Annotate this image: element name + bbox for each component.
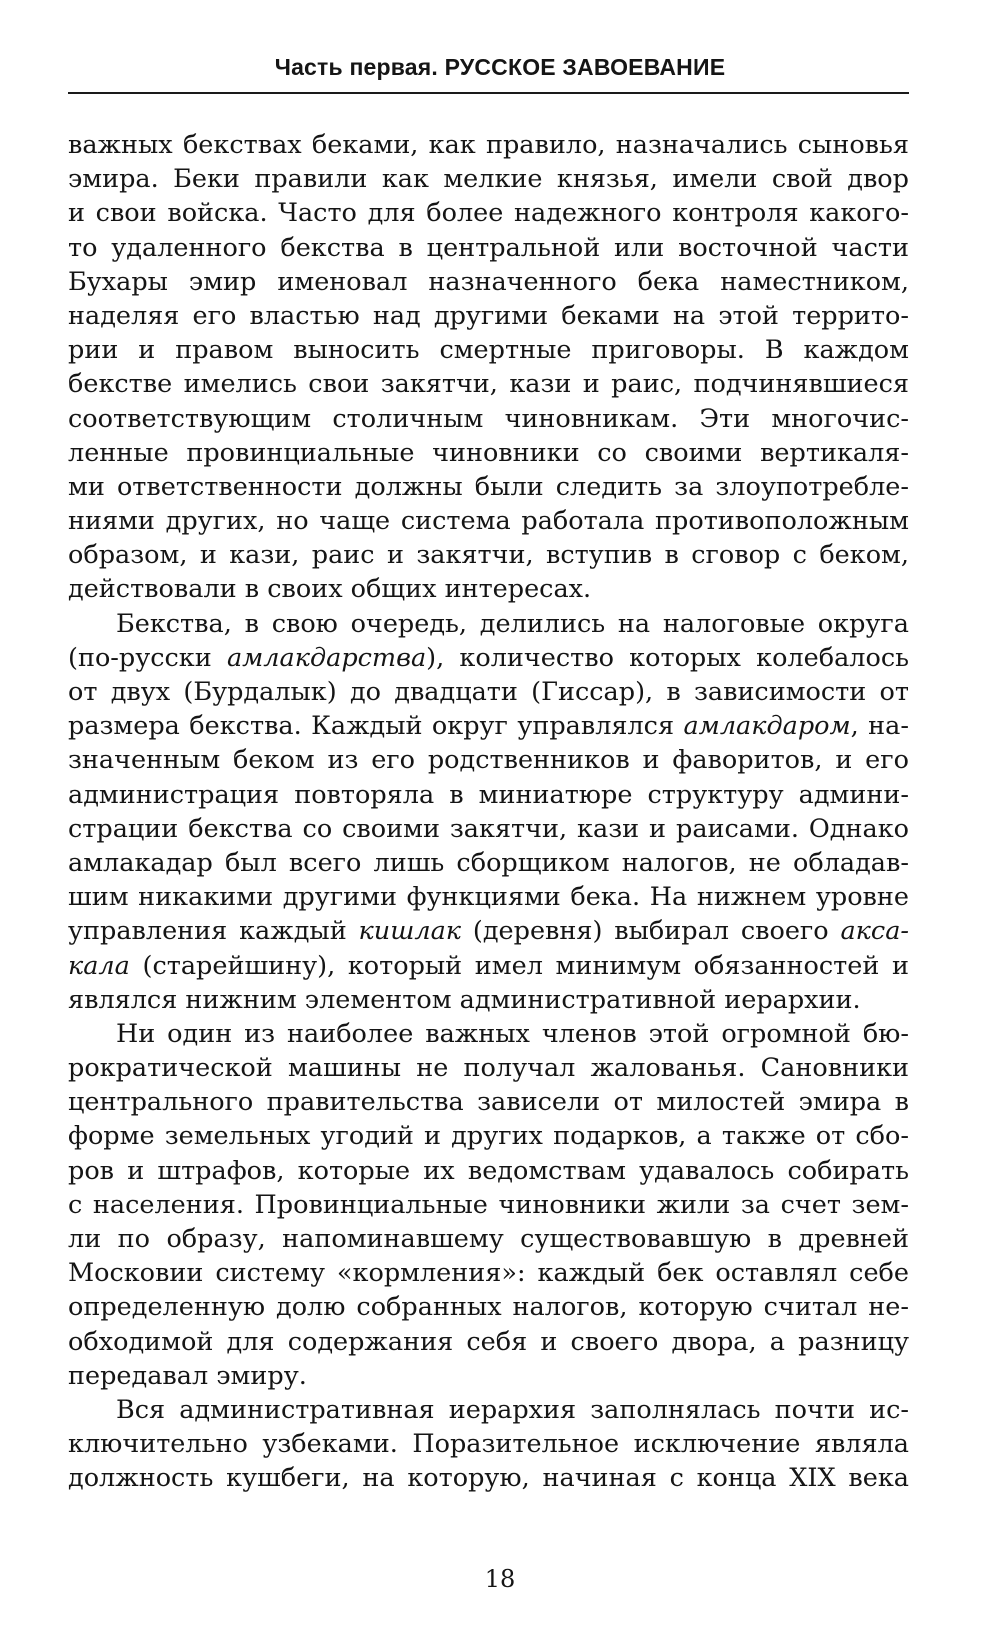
paragraph [68,1017,909,1393]
text-line: ров и штрафов, которые их ведомствам удавалось собирать [68,1155,909,1186]
text-line: от двух (Бурдалык) до двадцати (Гиссар), в зависимости от [68,677,909,707]
text-line: важных бекствах беками, как правило, назначались сыновья [68,130,909,160]
text-line: определенную долю собранных налогов, которую считал не- [68,1292,909,1323]
text-line: управления каждый кишлак (деревня) выбирал своего акса- [68,916,910,947]
running-title: Часть первая. РУССКОЕ ЗАВОЕВАНИЕ [274,54,726,80]
text-line: образом, и кази, раис и закятчи, вступив в сговор с беком, [68,540,909,571]
text-line: Бухары эмир именовал назначенного бека наместником, [68,266,909,297]
text-line: ленные провинциальные чиновники со своими вертикаля- [68,437,909,468]
text-line: передавал эмиру. [68,1360,307,1391]
text-line: форме земельных угодий и других подарков, а также от сбо- [68,1121,909,1152]
text-line: то удаленного бекства в центральной или восточной части [68,232,909,263]
text-line: Вся административная иерархия заполнялась почти ис- [116,1394,909,1425]
text-line: амлакадар был всего лишь сборщиком налогов, не обладав- [68,847,909,878]
text-line: центрального правительства зависели от милостей эмира в [68,1087,909,1118]
text-line: (по-русски амлакдарства), количество которых колебалось [68,642,909,673]
text-line: действовали в своих общих интересах. [68,574,592,605]
text-line: рократической машины не получал жалованья. Сановники [68,1053,909,1084]
text-line: должность кушбеги, на которую, начиная с конца XIX века [68,1463,909,1494]
text-line: ми ответственности должны были следить за злоупотребле- [68,471,909,502]
text-line: рии и правом выносить смертные приговоры. В каждом [68,335,909,366]
text-line: кала (старейшину), который имел минимум обязанностей и [68,950,909,981]
text-line: размера бекства. Каждый округ управлялся амлакдаром, на- [68,711,910,742]
text-line: ниями других, но чаще система работала противоположным [68,506,909,537]
text-line: ли по образу, напоминавшему существовавшую в древней [68,1224,909,1254]
text-line: соответствующим столичным чиновникам. Эти многочис- [68,403,909,434]
paragraph [68,607,909,1017]
text-line: эмира. Беки правили как мелкие князья, имели свой двор [68,164,909,195]
text-line: Ни один из наиболее важных членов этой огромной бю- [116,1018,909,1049]
text-line: бекстве имелись свои закятчи, кази и раис, подчинявшиеся [68,369,909,400]
text-line: ключительно узбеками. Поразительное исключение являла [68,1429,909,1460]
text-line: и свои войска. Часто для более надежного контроля какого- [68,198,909,229]
text-line: являлся нижним элементом административной иерархии. [68,984,861,1015]
text-line: значенным беком из его родственников и фаворитов, и его [68,745,909,776]
paragraph [68,128,909,607]
header-rule [68,92,909,94]
text-line: наделяя его властью над другими беками на этой террито- [68,300,909,331]
text-line: шим никакими другими функциями бека. На нижнем уровне [68,882,909,913]
text-line: Московии систему «кормления»: каждый бек оставлял себе [68,1258,909,1289]
text-line: Бекства, в свою очередь, делились на налоговые округа [116,608,909,639]
text-line: администрация повторяла в миниатюре структуру админи- [68,779,909,810]
page-number: 18 [484,1565,516,1593]
text-line: обходимой для содержания себя и своего двора, а разницу [68,1326,909,1357]
text-line: с населения. Провинциальные чиновники жили за счет зем- [68,1189,909,1220]
paragraph [68,1393,909,1496]
text-line: страции бекства со своими закятчи, кази и раисами. Однако [68,813,909,844]
body-text [68,128,909,1496]
